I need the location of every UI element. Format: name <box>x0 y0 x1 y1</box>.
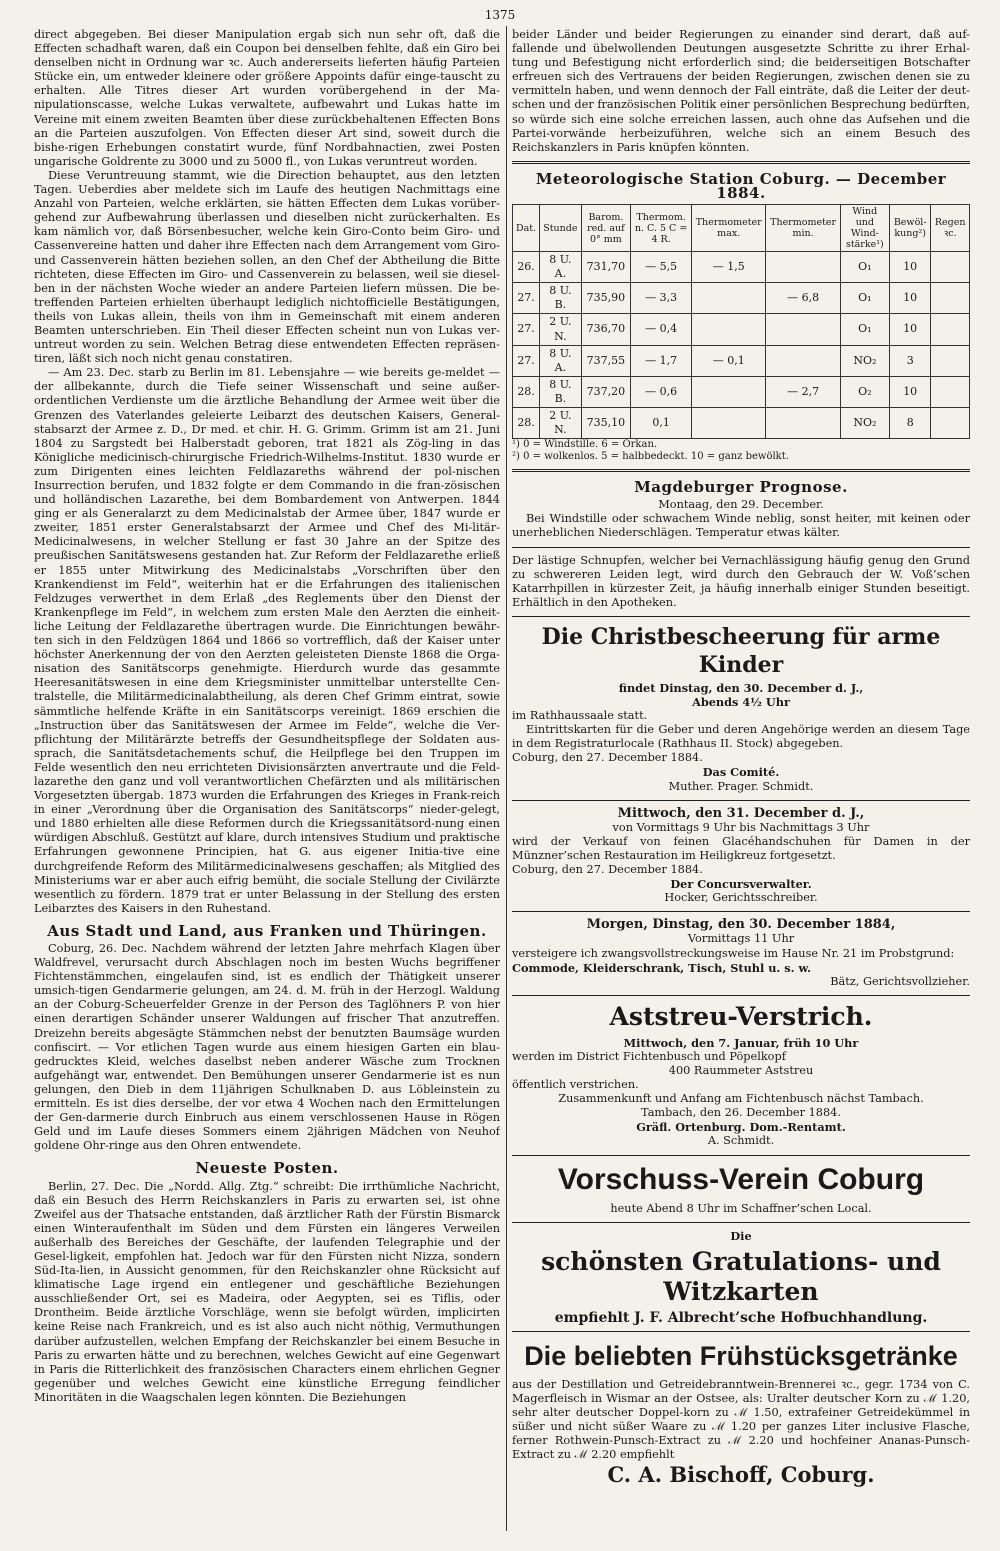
article-paragraph: direct abgegeben. Bei dieser Manipulation ergab sich nun sehr oft, daß die Effecten schadhaft waren, daß ein Coupon bei denselben fehlte, daß ein Giro bei denselben nicht in Ordnung war ꝛc. Auch andererseits lieferten häufig Parteien Stücke ein, um entweder kleinere oder größere Appoints dafür einge-tauscht zu erhalten. Alle Titres dieser Art wurden vorübergehend in der Ma-nipulationscasse, welche Lukas verwaltete, aufbewahrt und Lukas hatte im Vereine mit einem zweiten Beamten über diese zurückbehaltenen Effecten Bons an die Parteien auszufolgen. Von Effecten dieser Art sind, soweit durch die bishe-rigen Erhebungen constatirt wurde, fünf Nordbahnactien, zwei Posten ungarische Goldrente zu 3000 und zu 5000 fl., von Lukas veruntreut worden. <box>34 28 500 168</box>
weather-table-cell: 8 U. B. <box>540 283 582 314</box>
divider <box>512 995 970 996</box>
ad-fruehstueck-text: aus der Destillation und Getreidebranntwein-Brennerei ꝛc., gegr. 1734 von C. Magerfleisch in Wismar an der Ostsee, als: Uralter deutscher Korn zu ℳ 1.20, sehr alter deutscher Doppel-korn zu ℳ 1.50, extrafeiner Getreidekümmel in süßer und nicht süßer Waare zu ℳ 1.20 per ganzes Liter inclusive Flasche, ferner Rothwein-Punsch-Extract zu ℳ 2.20 und hochfeiner Ananas-Punsch-Extract zu ℳ 2.20 empfiehlt <box>512 1377 970 1462</box>
weather-table-cell <box>766 345 840 376</box>
weather-table <box>512 204 970 439</box>
weather-table-cell <box>691 283 765 314</box>
divider <box>512 547 970 548</box>
weather-table-header: Thermom. n. C. 5 C = 4 R. <box>631 205 692 252</box>
ad-firm-name: C. A. Bischoff, Coburg. <box>607 1462 875 1488</box>
section-heading: Aus Stadt und Land, aus Franken und Thüringen. <box>47 921 487 940</box>
weather-table-cell: — 3,3 <box>631 283 692 314</box>
weather-table-cell: O₁ <box>840 283 889 314</box>
column-divider <box>506 26 507 1531</box>
ad-line: Commode, Kleiderschrank, Tisch, Stuhl u. s. w. <box>512 960 812 975</box>
ad-line: im Rathhaussaale statt. <box>512 709 648 723</box>
right-column <box>512 28 970 1538</box>
forecast-heading: Magdeburger Prognose. <box>634 478 848 497</box>
ad-line: Coburg, den 27. December 1884. <box>512 863 703 877</box>
weather-table-title: Meteorologische Station Coburg. — December 1884. <box>535 169 947 202</box>
ad-signature: Der Concursverwalter. <box>670 877 812 892</box>
weather-table-cell: 28. <box>513 407 540 438</box>
article-paragraph: Berlin, 27. Dec. Die „Nordd. Allg. Ztg.“ schreibt: Die irrthümliche Nachricht, daß ein Besuch des Herrn Reichskanzlers in Paris zu erwarten sei, ist ohne Zweifel aus der Thatsache entstanden, daß ärztlicher Rath der Fürstin Bismarck einen Winteraufenthalt im Süden und dem Fürsten ein längeres Verweilen außerhalb des Bereiches der Geschäfte, der laufenden Telegraphie und der Gesel-ligkeit, empfohlen hat. Jedoch war für den Fürsten nicht Nizza, sondern Süd-Ita-lien, in Aussicht genommen, für den Reichskanzler ohne Rücksicht auf klimatische Lage irgend ein entlegener und geschäftliche Beziehungen ausschließender Ort, sei es Madeira, oder Aegypten, sei es Tiflis, oder Drontheim. Beide ärztliche Vorschläge, wenn sie befolgt würden, implicirten keine Reise nach Frankreich, und es ist also auch nicht nöthig, Vermuthungen darüber aufzustellen, welchen Empfang der Reichskanzler bei einem Besuche in Paris zu erwarten hätte und zu berechnen, welches Gewicht auf eine Gegenwart in Paris die Ritterlichkeit des französischen Characters einem ehrlichen Gegner gegenüber und welches Gewicht eine künstliche Erregung feindlicher Minoritäten in die Waagschalen legen könnten. Die Beziehungen <box>34 1179 500 1404</box>
ad-line: von Vormittags 9 Uhr bis Nachmittags 3 Uhr <box>612 820 870 834</box>
weather-table-cell: 737,55 <box>581 345 631 376</box>
weather-table-cell: — 1,5 <box>691 252 765 283</box>
weather-table-cell: — 2,7 <box>766 376 840 407</box>
ad-line: Mittwoch, den 31. December d. J., <box>617 805 865 821</box>
ad-fruehstueck-title: Die beliebten Frühstücksgetränke <box>524 1340 958 1371</box>
weather-table-cell: NO₂ <box>840 345 889 376</box>
weather-table-header: Thermometer min. <box>766 205 840 252</box>
weather-table-cell: 735,90 <box>581 283 631 314</box>
ad-line: Tambach, den 26. December 1884. <box>641 1106 841 1120</box>
ad-line: Zusammenkunft und Anfang am Fichtenbusch nächst Tambach. <box>558 1092 924 1106</box>
article-paragraph: beider Länder und beider Regierungen zu einander sind derart, daß auf-fallende und übelwollenden Deutungen ausgesetzte Schritte zu ihrer Erhal-tung und Befestigung nicht erforderlich sind; die beiderseitigen Botschafter erfreuen sich des Vertrauens der beiden Regierungen, zwischen denen sie zu vermitteln haben, und wenn dennoch der Fall einträte, daß die Leiter der deut-schen und der französischen Politik einer persönlichen Besprechung bedürften, so würde sich eine solche erreichen lassen, auch ohne das Aufsehen und die Partei-vorwände herbeizuführen, welche sich an einem Besuch des Reichskanzlers in Paris knüpfen könnten. <box>512 28 970 154</box>
weather-table-cell: 27. <box>513 314 540 345</box>
weather-table-cell <box>931 314 970 345</box>
weather-table-cell: 737,20 <box>581 376 631 407</box>
weather-table-cell: — 1,7 <box>631 345 692 376</box>
weather-table-cell <box>931 252 970 283</box>
weather-table-cell: 10 <box>889 283 931 314</box>
weather-table-cell <box>766 252 840 283</box>
weather-table-cell: O₁ <box>840 314 889 345</box>
weather-table-cell <box>691 314 765 345</box>
divider <box>512 1222 970 1223</box>
weather-note: ²) 0 = wolkenlos. 5 = halbbedeckt. 10 = ganz bewölkt. <box>512 451 789 463</box>
ad-schnupfen: Der lästige Schnupfen, welcher bei Vernachlässigung häufig genug den Grund zu schwereren Leiden legt, wird durch den Gebrauch der W. Voß’schen Katarrhpillen in kürzester Zeit, ja häufig innerhalb einiger Stunden beseitigt. Erhältlich in den Apotheken. <box>512 553 970 609</box>
weather-table-cell <box>931 407 970 438</box>
weather-table-row <box>513 407 970 438</box>
weather-table-cell: — 0,1 <box>691 345 765 376</box>
page-number: 1375 <box>484 8 516 22</box>
weather-table-cell: 735,10 <box>581 407 631 438</box>
weather-table-header: Dat. <box>513 205 540 252</box>
weather-table-cell <box>931 283 970 314</box>
ad-line: Eintrittskarten für die Geber und deren Angehörige werden an diesem Tage in dem Registraturlocale (Rathhaus II. Stock) abgegeben. <box>512 723 970 751</box>
weather-table-cell <box>691 376 765 407</box>
weather-table-cell: — 5,5 <box>631 252 692 283</box>
divider <box>512 911 970 912</box>
ad-line: wird der Verkauf von feinen Glacéhandschuhen für Damen in der Münzner’schen Restauration im Heiligkreuz fortgesetzt. <box>512 834 970 862</box>
weather-table-cell: 10 <box>889 252 931 283</box>
ad-line: Coburg, den 27. December 1884. <box>512 751 703 765</box>
weather-table-cell <box>766 407 840 438</box>
weather-table-cell: O₂ <box>840 376 889 407</box>
weather-table-cell: 2 U. N. <box>540 407 582 438</box>
article-paragraph: Coburg, 26. Dec. Nachdem während der letzten Jahre mehrfach Klagen über Waldfrevel, verursacht durch Abschlagen noch im besten Wuchs begriffener Fichtenstämmchen, eingelaufen sind, ist es endlich der Thätigkeit unserer umsich-tigen Gendarmerie gelungen, am 24. d. M. früh in der Herzogl. Waldung an der Coburg-Scheuerfelder Grenze in der Person des Taglöhners P. von hier einen derartigen Schänder unserer Waldungen auf frischer That anzutreffen. Dreizehn bereits abgesägte Stämmchen nebst der benutzten Baumsäge wurden confiscirt. — Vor etlichen Tagen wurde aus einem hiesigen Garten ein blau-gedrucktes Kleid, welches daselbst neben anderer Wäsche zum Trocknen aufgehängt war, entwendet. Den Bemühungen unserer Gendarmerie ist es nun gelungen, den Dieb in dem 11jährigen Schulknaben D. aus Löbleinstein zu ermitteln. Es ist dies derselbe, der vor etwa 4 Wochen nach den Ermittelungen der Gen-darmerie durch Einbruch aus einem verschlossenen Hause in Rögen Geld und im Laufe dieses Sommers einem 2jährigen Mädchen von Neuhof goldene Ohr-ringe aus den Ohren entwendete. <box>34 942 500 1153</box>
divider <box>512 1155 970 1156</box>
ad-signature: Muther. Prager. Schmidt. <box>668 779 814 793</box>
weather-table-cell: 736,70 <box>581 314 631 345</box>
ad-line: versteigere ich zwangsvollstreckungsweise im Hause Nr. 21 im Probstgrund: <box>512 946 955 960</box>
ad-christbescheerung-title: Die Christbescheerung für arme Kinder <box>541 623 941 678</box>
weather-table-cell: — 6,8 <box>766 283 840 314</box>
weather-table-cell <box>931 345 970 376</box>
weather-table-header: Regen ꝛc. <box>931 205 970 252</box>
article-paragraph: — Am 23. Dec. starb zu Berlin im 81. Lebensjahre — wie bereits ge-meldet — der allbekannte, durch die Tiefe seiner Wissenschaft und seine außer-ordentlichen Verdienste um die ärztliche Behandlung der Armee weit über die Grenzen des Vaterlandes geleierte Leibarzt des deutschen Kaisers, General-stabsarzt der Armee z. D., Dr med. et chir. H. G. Grimm. Grimm ist am 21. Juni 1804 zu Sargstedt bei Halberstadt geboren, trat 1821 als Zög-ling in das Königliche medicinisch-chirurgische Friedrich-Wilhelms-Institut. 1830 wurde er zum Dirigenten eines leichten Feldlazareths während der pol-nischen Insurrection berufen, und 1832 folgte er dem Commando in die fran-zösischen und holländischen Lazarethe, bei dem Bombardement von Antwerpen. 1844 ging er als Generalarzt zu dem Medicinalstab der Armee über, 1847 wurde er zweiter, 1851 erster Generalstabsarzt der Armee und Chef des Mi-litär-Medicinalwesens, in welcher Stellung er fast 30 Jahre an der Spitze des preußischen Sanitätswesens gestanden hat. Zur Reform der Feldlazarethe erließ er 1855 unter Mitwirkung des Medicinalstabs „Vorschriften über den Krankendienst im Feld“, weiterhin hat er die Erfahrungen des italienischen Feldzuges verwerthet in dem Erlaß „des Reglements über den Dienst der Krankenpflege im Feld“, in welchem zum ersten Male den Aerzten die einheit-liche Leitung der Feldlazarethe übertragen wurde. Die Einrichtungen bewähr-ten sich in den Feldzügen 1864 und 1866 so vortrefflich, daß der Kaiser unter höchster Anerkennung der von den Aerzten geleisteten Dienste 1868 die Orga-nisation des Sanitätscorps genehmigte. Hierdurch wurde das gesammte Heeresanitätswesen in eine dem Kriegsminister unmittelbar unterstellte Cen-tralstelle, die Militärmedicinalabtheilung, als deren Chef Grimm eintrat, sowie sämmtliche helfende Kräfte in ein Sanitätscorps vereinigt. 1869 erschien die „Instruction über das Sanitätswesen der Armee im Felde“, welche die Ver-pflichtung der Militärärzte betreffs der Gesundheitspflege der Soldaten aus-sprach, die Sanitätsdetachements schuf, die Heilpflege bei den Truppen im Felde wesentlich den neu errichteten Divisionsärzten anvertraute und die Feld-lazarethe den ganz und voll verantwortlichen Chefärzten und als militärischen Vorgesetzten übergab. 1873 wurden die Erfahrungen des Krieges in Frank-reich in einer „Verordnung über die Organisation des Sanitätscorps“ nieder-gelegt, und 1880 erhielten alle diese Reformen durch die Kriegssanitätsord-nung einen würdigen Abschluß. Gestützt auf klare, durch intensives Studium und praktische Erfahrungen gewonnene Principien, hat G. aus eigener Initia-tive eine durchgreifende Reform des Militärmedicinalwesens geschaffen; als Mitglied des Ministeriums war er aber auch eifrig bemüht, die sociale Stellung der Civilärzte wesentlich zu fördern. 1879 trat er unter Belassung in der Stellung des ersten Leibarztes des Kaisers in den Ruhestand. <box>34 366 500 915</box>
weather-table-cell: 3 <box>889 345 931 376</box>
weather-table-row <box>513 345 970 376</box>
forecast-date: Montaag, den 29. December. <box>658 498 824 512</box>
divider <box>512 161 970 164</box>
ad-signature: Das Comité. <box>702 765 780 780</box>
ad-line: findet Dinstag, den 30. December d. J., <box>618 680 864 695</box>
divider <box>512 800 970 801</box>
weather-table-cell: 0,1 <box>631 407 692 438</box>
weather-table-header: Stunde <box>540 205 582 252</box>
ad-gratulations-title: schönsten Gratulations- und Witzkarten <box>541 1246 941 1306</box>
weather-table-header: Thermometer max. <box>691 205 765 252</box>
forecast-text: Bei Windstille oder schwachem Winde neblig, sonst heiter, mit keinen oder unerheblichen Niederschlägen. Temperatur etwas kälter. <box>512 512 970 540</box>
weather-table-header: Wind und Wind-stärke¹) <box>840 205 889 252</box>
weather-table-cell: 8 U. A. <box>540 345 582 376</box>
ad-line: heute Abend 8 Uhr im Schaffner’schen Local. <box>610 1201 872 1215</box>
ad-signature: Hocker, Gerichtsschreiber. <box>664 891 818 905</box>
ad-line: öffentlich verstrichen. <box>512 1078 639 1092</box>
ad-aststreu-title: Aststreu-Verstrich. <box>609 1001 873 1031</box>
weather-table-cell: 26. <box>513 252 540 283</box>
weather-table-row <box>513 283 970 314</box>
ad-line: Abends 4½ Uhr <box>692 695 790 709</box>
weather-table-cell: 8 <box>889 407 931 438</box>
weather-table-cell: 10 <box>889 376 931 407</box>
ad-line: Mittwoch, den 7. Januar, früh 10 Uhr <box>623 1035 859 1050</box>
weather-table-cell: — 0,6 <box>631 376 692 407</box>
ad-signature: Bätz, Gerichtsvollzieher. <box>830 974 970 988</box>
divider <box>512 616 970 617</box>
weather-table-cell: 731,70 <box>581 252 631 283</box>
weather-table-row <box>513 314 970 345</box>
ad-line: 400 Raummeter Aststreu <box>668 1063 814 1077</box>
weather-note: ¹) 0 = Windstille. 6 = Orkan. <box>512 439 658 451</box>
weather-table-cell: 2 U. N. <box>540 314 582 345</box>
left-column <box>34 28 500 1538</box>
ad-signature: A. Schmidt. <box>707 1134 775 1148</box>
news-heading: Neueste Posten. <box>195 1159 339 1178</box>
weather-table-cell: 27. <box>513 345 540 376</box>
weather-table-header: Bewöl-kung²) <box>889 205 931 252</box>
weather-table-cell: NO₂ <box>840 407 889 438</box>
ad-line: empfiehlt J. F. Albrecht’sche Hofbuchhandlung. <box>554 1309 928 1326</box>
ad-line: werden im District Fichtenbusch und Pöpelkopf <box>512 1049 786 1063</box>
ad-line: Morgen, Dinstag, den 30. December 1884, <box>586 917 896 933</box>
weather-table-cell <box>931 376 970 407</box>
weather-table-cell: 8 U. B. <box>540 376 582 407</box>
weather-table-cell: 8 U. A. <box>540 252 582 283</box>
weather-table-cell: 27. <box>513 283 540 314</box>
divider <box>512 469 970 472</box>
weather-table-header: Barom. red. auf 0° mm <box>581 205 631 252</box>
article-paragraph: Diese Veruntreuung stammt, wie die Direction behauptet, aus den letzten Tagen. Ueberdies aber meldete sich im Laufe des heutigen Nachmittags eine Anzahl von Parteien, welche erklärten, sie hätten Effecten dem Lukas vorüber-gehend zur Aufbewahrung überlassen und dieselben nicht zurückerhalten. Es kam nämlich vor, daß Börsenbesucher, welche kein Giro-Conto beim Giro- und Cassenvereine hatten und daher ihre Effecten nach dem Arrangement vom Giro- und Cassenverein hätten beziehen sollen, an den Chef der Abtheilung die Bitte richteten, diese Effecten im Giro- und Cassenverein zu belassen, weil sie diesel-ben in der nächsten Woche wieder an andere Parteien liefern müssen. Die be-treffenden Parteien erhielten überhaupt lediglich nichtofficielle Bestätigungen, theils von Lukas allein, theils von ihm in Gemeinschaft mit einem anderen Beamten unterschrieben. Ein Theil dieser Effecten scheint nun von Lukas ver-untreut worden zu sein. Welchen Betrag diese entwendeten Effecten repräsen-tiren, läßt sich noch nicht genau constatiren. <box>34 168 500 366</box>
weather-table-cell: 10 <box>889 314 931 345</box>
divider <box>512 1331 970 1332</box>
weather-table-cell: — 0,4 <box>631 314 692 345</box>
weather-table-row <box>513 252 970 283</box>
ad-line: Die <box>730 1228 752 1243</box>
weather-table-cell <box>766 314 840 345</box>
ad-vorschuss-title: Vorschuss-Verein Coburg <box>557 1162 925 1196</box>
ad-line: Vormittags 11 Uhr <box>687 932 795 946</box>
ad-signature: Gräfl. Ortenburg. Dom.-Rentamt. <box>636 1120 846 1135</box>
weather-table-cell: O₁ <box>840 252 889 283</box>
weather-table-cell <box>691 407 765 438</box>
weather-table-row <box>513 376 970 407</box>
weather-table-cell: 28. <box>513 376 540 407</box>
